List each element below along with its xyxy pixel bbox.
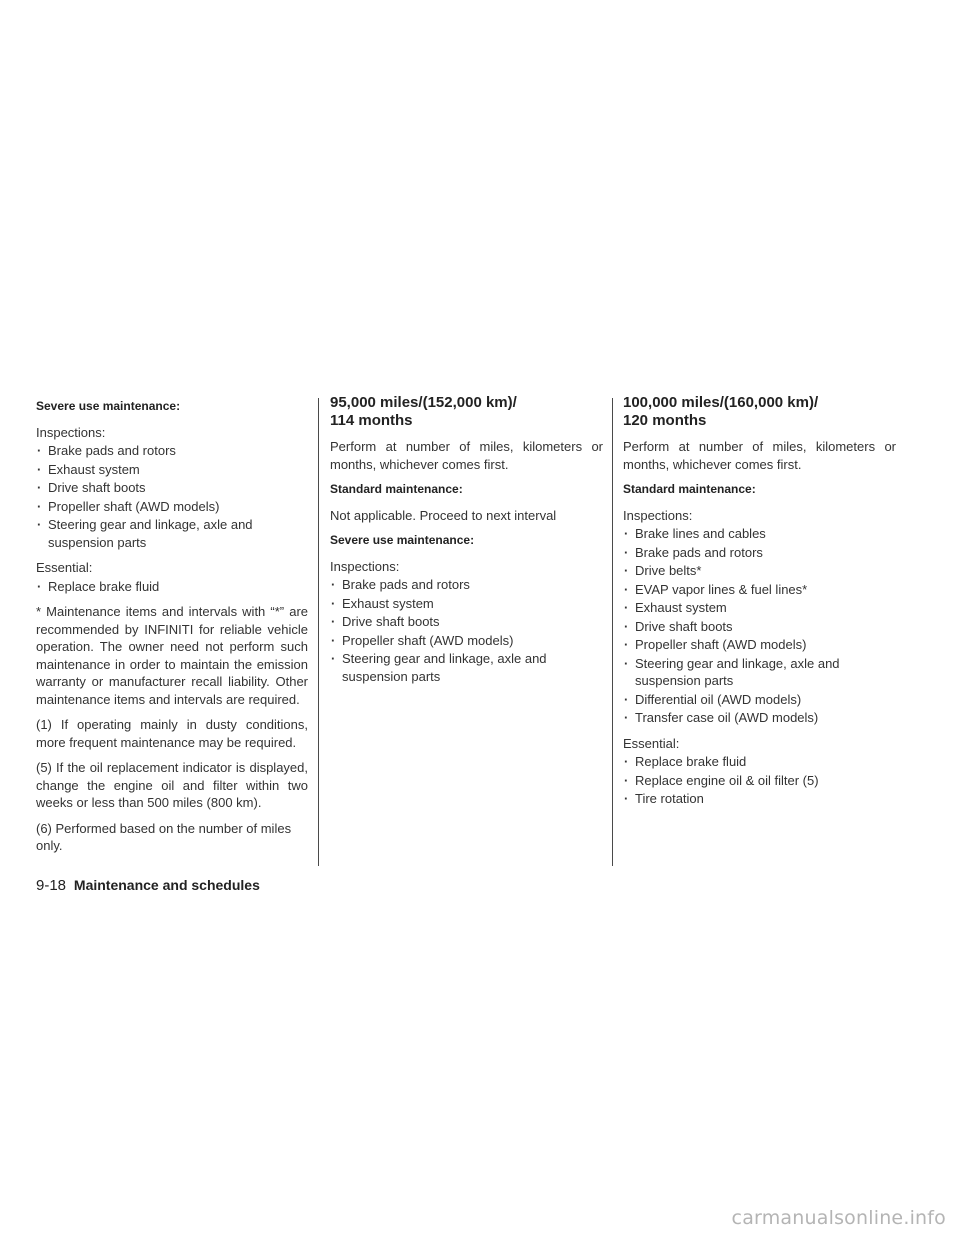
column-divider bbox=[318, 398, 319, 866]
essential-label: Essential: bbox=[623, 735, 680, 751]
heading-line: 120 months bbox=[623, 412, 707, 429]
list-item: · Steering gear and linkage, axle and suspension parts bbox=[330, 650, 603, 685]
list-item: · Drive shaft boots bbox=[330, 613, 603, 631]
column-95000-miles bbox=[330, 394, 603, 693]
watermark: carmanualsonline.info bbox=[731, 1207, 946, 1229]
list-item: · Differential oil (AWD models) bbox=[623, 691, 896, 709]
list-item: · Propeller shaft (AWD models) bbox=[36, 498, 308, 516]
list-item: · Exhaust system bbox=[623, 599, 896, 617]
column-severe-use-continued bbox=[36, 398, 308, 863]
list-item: · Exhaust system bbox=[36, 461, 308, 479]
list-item: · Tire rotation bbox=[623, 790, 896, 808]
list-item: · Replace brake fluid bbox=[36, 578, 308, 596]
essential-list bbox=[36, 578, 308, 596]
list-item: · Brake pads and rotors bbox=[330, 576, 603, 594]
footnote-1: (1) If operating mainly in dusty conditions, more frequent maintenance may be required. bbox=[36, 717, 308, 750]
essential-list bbox=[623, 753, 896, 808]
footnote-6: (6) Performed based on the number of miles only. bbox=[36, 820, 292, 853]
interval-heading bbox=[623, 394, 896, 430]
list-item: · Brake pads and rotors bbox=[36, 442, 308, 460]
list-item: · Propeller shaft (AWD models) bbox=[623, 636, 896, 654]
severe-use-label: Severe use maintenance: bbox=[330, 533, 475, 547]
inspections-list bbox=[623, 525, 896, 727]
inspections-label: Inspections: bbox=[623, 507, 693, 523]
column-100000-miles bbox=[623, 394, 896, 816]
list-item: · Replace engine oil & oil filter (5) bbox=[623, 772, 896, 790]
asterisk-note: * Maintenance items and intervals with “*” are recommended by INFINITI for reliable vehicle operation. The owner need not perform such maintenance in order to maintain the emission warranty or manufacturer recall liability. Other maintenance items and intervals are required. bbox=[36, 604, 308, 707]
list-item: · Exhaust system bbox=[330, 595, 603, 613]
inspections-label: Inspections: bbox=[330, 558, 400, 574]
section-title: Maintenance and schedules bbox=[73, 877, 260, 893]
list-item: · EVAP vapor lines & fuel lines* bbox=[623, 581, 896, 599]
column-divider bbox=[612, 398, 613, 866]
list-item: · Transfer case oil (AWD models) bbox=[623, 709, 896, 727]
interval-intro: Perform at number of miles, kilometers or months, whichever comes first. bbox=[330, 439, 603, 472]
page-number: 9-18 bbox=[36, 877, 67, 894]
interval-heading bbox=[330, 394, 603, 430]
list-item: · Steering gear and linkage, axle and suspension parts bbox=[36, 516, 308, 551]
footnote-5: (5) If the oil replacement indicator is displayed, change the engine oil and filter within two weeks or less than 500 miles (800 km). bbox=[36, 760, 308, 810]
inspections-list bbox=[330, 576, 603, 685]
list-item: · Steering gear and linkage, axle and suspension parts bbox=[623, 655, 896, 690]
inspections-list bbox=[36, 442, 308, 551]
essential-label: Essential: bbox=[36, 560, 93, 575]
standard-maintenance-label: Standard maintenance: bbox=[330, 482, 463, 496]
list-item: · Propeller shaft (AWD models) bbox=[330, 632, 603, 650]
heading-line: 100,000 miles/(160,000 km)/ bbox=[623, 394, 819, 411]
list-item: · Replace brake fluid bbox=[623, 753, 896, 771]
list-item: · Brake pads and rotors bbox=[623, 544, 896, 562]
list-item: · Drive belts* bbox=[623, 562, 896, 580]
inspections-label: Inspections: bbox=[36, 424, 106, 440]
standard-maintenance-label: Standard maintenance: bbox=[623, 482, 756, 496]
heading-line: 114 months bbox=[330, 412, 413, 429]
list-item: · Brake lines and cables bbox=[623, 525, 896, 543]
list-item: · Drive shaft boots bbox=[623, 618, 896, 636]
list-item: · Drive shaft boots bbox=[36, 479, 308, 497]
heading-line: 95,000 miles/(152,000 km)/ bbox=[330, 394, 517, 411]
interval-intro: Perform at number of miles, kilometers or months, whichever comes first. bbox=[623, 439, 896, 472]
standard-maintenance-text: Not applicable. Proceed to next interval bbox=[330, 507, 557, 523]
severe-use-label: Severe use maintenance: bbox=[36, 399, 181, 413]
page-footer bbox=[36, 877, 260, 894]
